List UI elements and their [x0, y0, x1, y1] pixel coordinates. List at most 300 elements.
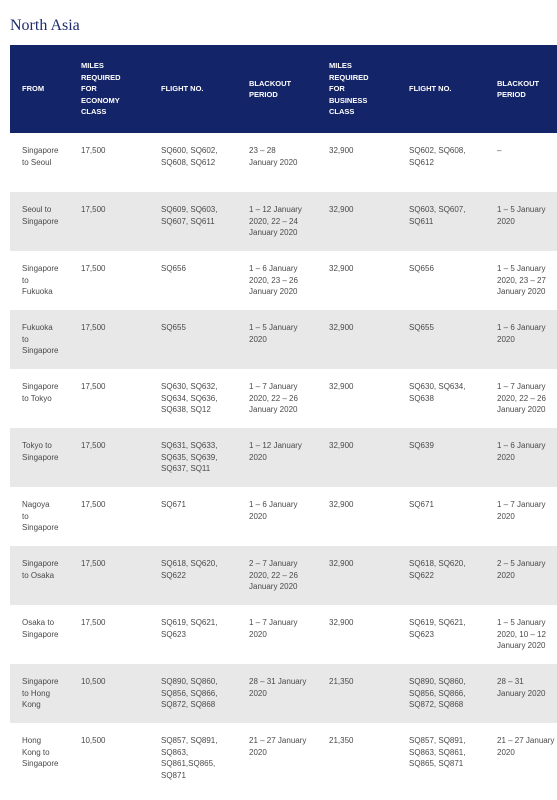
- cell-text-line: Fukuoka: [22, 287, 53, 297]
- cell-text-line: Singapore: [22, 559, 59, 568]
- cell-text-line: Singapore: [22, 759, 59, 769]
- column-header-economy-blackout-period: [238, 45, 318, 133]
- cell-economy-flight-no: [150, 192, 238, 251]
- cell-text-line: 1 – 7 January: [249, 382, 298, 391]
- cell-text-line: Singapore: [22, 346, 59, 356]
- cell-text-line: 32,900: [329, 146, 354, 155]
- cell-business-flight-no: [398, 546, 486, 605]
- cell-text-line: January 2020: [497, 405, 546, 415]
- cell-economy-miles: [70, 664, 150, 723]
- cell-text-line: SQ630, SQ634,: [409, 382, 466, 391]
- cell-text-line: 1 – 6 January: [497, 441, 546, 450]
- cell-content: [329, 369, 398, 393]
- cell-content: [249, 487, 318, 522]
- cell-text-line: 2020: [249, 629, 267, 639]
- cell-text-line: SQ618, SQ620,: [161, 559, 218, 568]
- header-text-line: FROM: [22, 84, 45, 94]
- cell-business-blackout-period: [486, 369, 557, 428]
- cell-text-line: 28 – 31 January: [249, 677, 307, 686]
- cell-text-line: 2020: [497, 747, 515, 757]
- header-text-line: CLASS: [81, 107, 107, 117]
- cell-text-line: SQ857, SQ891,: [161, 736, 218, 745]
- cell-text-line: 17,500: [81, 323, 106, 332]
- table-row: [10, 428, 557, 487]
- cell-text-line: 2 – 7 January: [249, 559, 298, 568]
- cell-content: [329, 251, 398, 275]
- cell-text-line: 2020: [249, 511, 267, 521]
- cell-text-line: Singapore: [22, 382, 59, 391]
- cell-text-line: SQ603, SQ607,: [409, 205, 466, 214]
- cell-business-flight-no: [398, 487, 486, 546]
- cell-business-flight-no: [398, 605, 486, 664]
- cell-text-line: to Tokyo: [22, 393, 52, 403]
- cell-content: [409, 369, 486, 404]
- cell-content: [329, 428, 398, 452]
- header-text-line: BLACKOUT: [249, 78, 292, 88]
- cell-economy-flight-no: [150, 133, 238, 192]
- cell-content: [409, 487, 486, 511]
- cell-text-line: 17,500: [81, 205, 106, 214]
- cell-economy-flight-no: [150, 723, 238, 785]
- cell-content: [249, 192, 318, 239]
- cell-business-miles: [318, 487, 398, 546]
- cell-text-line: 1 – 5 January: [497, 618, 546, 627]
- cell-text-line: 21,350: [329, 677, 354, 686]
- cell-content: [22, 546, 70, 581]
- cell-content: [249, 723, 318, 758]
- cell-business-blackout-period: [486, 133, 557, 192]
- header-text-line: MILES: [81, 61, 104, 71]
- cell-text-line: to: [22, 275, 29, 285]
- cell-text-line: SQ602, SQ608,: [409, 146, 466, 155]
- cell-text-line: SQ637, SQ11: [161, 464, 211, 474]
- cell-content: [497, 428, 557, 463]
- cell-content: [161, 723, 238, 782]
- cell-content: [161, 428, 238, 475]
- cell-text-line: 1 – 7 January: [497, 500, 546, 509]
- cell-text-line: 32,900: [329, 382, 354, 391]
- cell-business-miles: [318, 192, 398, 251]
- cell-content: [22, 310, 70, 357]
- cell-from: [10, 310, 70, 369]
- cell-economy-blackout-period: [238, 428, 318, 487]
- cell-text-line: January 2020: [249, 287, 298, 297]
- cell-content: [409, 723, 486, 770]
- cell-text-line: SQ635, SQ639,: [161, 452, 218, 462]
- cell-content: [161, 369, 238, 416]
- cell-text-line: 2020: [497, 570, 515, 580]
- cell-text-line: SQ872, SQ868: [161, 700, 216, 710]
- cell-text-line: January 2020: [249, 157, 298, 167]
- cell-content: [329, 664, 398, 688]
- cell-economy-miles: [70, 546, 150, 605]
- cell-text-line: Kong to: [22, 747, 50, 757]
- cell-text-line: Tokyo to: [22, 441, 52, 450]
- cell-text-line: 28 – 31: [497, 677, 524, 686]
- cell-economy-blackout-period: [238, 664, 318, 723]
- cell-business-miles: [318, 251, 398, 310]
- column-header-business-flight-no: [398, 45, 486, 133]
- cell-from: [10, 428, 70, 487]
- cell-text-line: 17,500: [81, 382, 106, 391]
- cell-content: [22, 723, 70, 770]
- cell-text-line: SQ865, SQ871: [409, 759, 464, 769]
- cell-business-blackout-period: [486, 192, 557, 251]
- cell-text-line: SQ863, SQ861,: [409, 747, 466, 757]
- cell-text-line: January 2020: [249, 582, 298, 592]
- cell-content: [409, 605, 486, 640]
- cell-text-line: SQ622: [161, 570, 186, 580]
- cell-content: [249, 546, 318, 593]
- cell-text-line: Fukuoka: [22, 323, 53, 332]
- cell-text-line: SQ856, SQ866,: [161, 688, 218, 698]
- cell-business-miles: [318, 369, 398, 428]
- cell-text-line: SQ863,: [161, 747, 189, 757]
- cell-text-line: 1 – 5 January: [249, 323, 298, 332]
- cell-economy-blackout-period: [238, 546, 318, 605]
- cell-business-blackout-period: [486, 723, 557, 785]
- cell-text-line: 10,500: [81, 677, 106, 686]
- cell-from: [10, 133, 70, 192]
- cell-text-line: Singapore: [22, 146, 59, 155]
- table-row: [10, 605, 557, 664]
- cell-text-line: 32,900: [329, 500, 354, 509]
- cell-content: [22, 664, 70, 711]
- cell-economy-flight-no: [150, 369, 238, 428]
- cell-content: [81, 310, 150, 334]
- cell-text-line: SQ608, SQ612: [161, 157, 216, 167]
- header-text-line: REQUIRED: [329, 72, 369, 82]
- cell-content: [249, 605, 318, 640]
- table-header: [10, 45, 557, 133]
- cell-content: [497, 605, 557, 652]
- cell-economy-blackout-period: [238, 310, 318, 369]
- cell-content: [329, 192, 398, 216]
- cell-content: [329, 310, 398, 334]
- cell-from: [10, 605, 70, 664]
- cell-text-line: Kong: [22, 700, 41, 710]
- cell-text-line: SQ607, SQ611: [161, 216, 215, 226]
- cell-economy-blackout-period: [238, 369, 318, 428]
- cell-text-line: 1 – 5 January: [497, 264, 546, 273]
- cell-text-line: to Hong: [22, 688, 51, 698]
- cell-text-line: –: [497, 146, 502, 155]
- header-text-line: PERIOD: [497, 90, 526, 99]
- cell-economy-blackout-period: [238, 605, 318, 664]
- cell-text-line: SQ623: [409, 629, 434, 639]
- table-row: [10, 546, 557, 605]
- cell-content: [497, 192, 557, 227]
- cell-text-line: Singapore: [22, 452, 59, 462]
- table-row: [10, 487, 557, 546]
- cell-content: [22, 369, 70, 404]
- cell-text-line: Singapore: [22, 216, 59, 226]
- cell-economy-miles: [70, 428, 150, 487]
- cell-content: [497, 546, 557, 581]
- cell-text-line: 17,500: [81, 146, 106, 155]
- cell-text-line: SQ856, SQ866,: [409, 688, 466, 698]
- cell-text-line: 2020: [497, 511, 515, 521]
- cell-economy-miles: [70, 251, 150, 310]
- cell-text-line: SQ619, SQ621,: [409, 618, 466, 627]
- cell-text-line: Nagoya: [22, 500, 50, 509]
- cell-text-line: SQ612: [409, 157, 434, 167]
- cell-text-line: to: [22, 511, 29, 521]
- cell-economy-flight-no: [150, 546, 238, 605]
- cell-economy-miles: [70, 487, 150, 546]
- cell-text-line: SQ861,SQ865,: [161, 759, 216, 769]
- cell-content: [329, 546, 398, 570]
- header-text-line: MILES: [329, 61, 352, 71]
- cell-economy-flight-no: [150, 664, 238, 723]
- cell-text-line: 21 – 27 January: [249, 736, 307, 745]
- cell-text-line: January 2020: [497, 688, 546, 698]
- header-text-line: REQUIRED: [81, 72, 121, 82]
- cell-text-line: SQ634, SQ636,: [161, 393, 218, 403]
- cell-text-line: SQ609, SQ603,: [161, 205, 218, 214]
- cell-text-line: 2020: [249, 452, 267, 462]
- cell-content: [161, 133, 238, 168]
- cell-text-line: 1 – 6 January: [249, 264, 298, 273]
- cell-text-line: 2020, 22 – 26: [497, 393, 546, 403]
- cell-content: [22, 192, 70, 227]
- cell-text-line: January 2020: [497, 287, 546, 297]
- cell-content: [497, 664, 557, 699]
- cell-text-line: 2020: [497, 334, 515, 344]
- cell-economy-flight-no: [150, 310, 238, 369]
- cell-business-flight-no: [398, 251, 486, 310]
- cell-text-line: 1 – 6 January: [497, 323, 546, 332]
- header-text-line: ECONOMY: [81, 95, 120, 105]
- cell-content: [22, 428, 70, 463]
- cell-text-line: 17,500: [81, 441, 106, 450]
- cell-text-line: 17,500: [81, 618, 106, 627]
- cell-text-line: 2020, 22 – 26: [249, 393, 298, 403]
- cell-text-line: Singapore: [22, 523, 59, 533]
- cell-content: [409, 310, 486, 334]
- cell-text-line: 10,500: [81, 736, 106, 745]
- cell-text-line: 1 – 12 January: [249, 205, 302, 214]
- cell-business-flight-no: [398, 723, 486, 785]
- cell-business-blackout-period: [486, 487, 557, 546]
- cell-content: [329, 723, 398, 747]
- cell-text-line: SQ622: [409, 570, 434, 580]
- cell-economy-blackout-period: [238, 723, 318, 785]
- table-row: [10, 192, 557, 251]
- cell-text-line: SQ671: [161, 500, 186, 509]
- cell-text-line: SQ890, SQ860,: [409, 677, 466, 686]
- cell-economy-miles: [70, 310, 150, 369]
- header-row: [10, 45, 557, 133]
- cell-text-line: SQ611: [409, 216, 434, 226]
- column-header-business-miles: [318, 45, 398, 133]
- cell-business-blackout-period: [486, 546, 557, 605]
- cell-from: [10, 664, 70, 723]
- cell-text-line: Singapore: [22, 629, 59, 639]
- cell-content: [409, 192, 486, 227]
- cell-text-line: 1 – 6 January: [249, 500, 298, 509]
- cell-text-line: SQ871: [161, 771, 186, 781]
- cell-content: [161, 487, 238, 511]
- cell-content: [81, 605, 150, 629]
- cell-content: [409, 251, 486, 275]
- cell-content: [497, 133, 557, 157]
- cell-text-line: 32,900: [329, 264, 354, 273]
- header-text-line: BUSINESS: [329, 95, 368, 105]
- cell-text-line: SQ857, SQ891,: [409, 736, 466, 745]
- cell-content: [249, 310, 318, 345]
- cell-business-blackout-period: [486, 605, 557, 664]
- header-text-line: PERIOD: [249, 90, 278, 99]
- cell-text-line: 32,900: [329, 323, 354, 332]
- cell-text-line: 17,500: [81, 559, 106, 568]
- cell-text-line: 2020: [497, 216, 515, 226]
- cell-text-line: to: [22, 334, 29, 344]
- cell-text-line: 2 – 5 January: [497, 559, 546, 568]
- cell-text-line: 2020, 10 – 12: [497, 629, 546, 639]
- cell-business-flight-no: [398, 310, 486, 369]
- cell-content: [81, 251, 150, 275]
- cell-business-flight-no: [398, 369, 486, 428]
- table-row: [10, 133, 557, 192]
- cell-content: [81, 546, 150, 570]
- cell-text-line: SQ623: [161, 629, 186, 639]
- cell-content: [249, 133, 318, 168]
- cell-economy-miles: [70, 369, 150, 428]
- table-row: [10, 723, 557, 785]
- cell-text-line: SQ872, SQ868: [409, 700, 464, 710]
- cell-text-line: 2020: [497, 452, 515, 462]
- cell-text-line: 2020, 22 – 26: [249, 570, 298, 580]
- cell-text-line: 21 – 27 January: [497, 736, 555, 745]
- cell-content: [161, 310, 238, 334]
- cell-content: [409, 546, 486, 581]
- cell-text-line: SQ638: [409, 393, 434, 403]
- cell-text-line: 32,900: [329, 441, 354, 450]
- cell-business-miles: [318, 310, 398, 369]
- cell-economy-flight-no: [150, 487, 238, 546]
- column-header-business-blackout-period: [486, 45, 557, 133]
- cell-business-blackout-period: [486, 428, 557, 487]
- cell-text-line: SQ655: [161, 323, 186, 332]
- cell-text-line: 17,500: [81, 500, 106, 509]
- cell-text-line: SQ655: [409, 323, 434, 332]
- cell-content: [249, 664, 318, 699]
- cell-text-line: January 2020: [249, 405, 298, 415]
- cell-business-flight-no: [398, 192, 486, 251]
- cell-content: [81, 133, 150, 157]
- header-text-line: FLIGHT NO.: [161, 84, 204, 94]
- cell-content: [161, 251, 238, 275]
- cell-text-line: 1 – 7 January: [249, 618, 298, 627]
- cell-business-miles: [318, 664, 398, 723]
- header-text-line: BLACKOUT: [497, 78, 540, 88]
- cell-business-blackout-period: [486, 251, 557, 310]
- cell-business-flight-no: [398, 133, 486, 192]
- cell-economy-blackout-period: [238, 487, 318, 546]
- cell-content: [81, 723, 150, 747]
- cell-text-line: January 2020: [497, 641, 546, 651]
- cell-text-line: Hong: [22, 736, 42, 745]
- cell-text-line: 32,900: [329, 618, 354, 627]
- cell-content: [22, 251, 70, 298]
- cell-text-line: 23 – 28: [249, 146, 276, 155]
- header-text-line: FLIGHT NO.: [409, 84, 452, 94]
- cell-business-flight-no: [398, 664, 486, 723]
- cell-text-line: SQ631, SQ633,: [161, 441, 218, 450]
- cell-text-line: Osaka to: [22, 618, 55, 627]
- cell-text-line: 21,350: [329, 736, 354, 745]
- cell-economy-flight-no: [150, 605, 238, 664]
- north-asia-award-table: [10, 45, 557, 785]
- cell-text-line: 32,900: [329, 205, 354, 214]
- cell-content: [161, 546, 238, 581]
- cell-text-line: 2020: [249, 747, 267, 757]
- cell-content: [81, 428, 150, 452]
- cell-economy-blackout-period: [238, 251, 318, 310]
- column-header-economy-flight-no: [150, 45, 238, 133]
- cell-text-line: Seoul to: [22, 205, 52, 214]
- cell-content: [249, 251, 318, 298]
- cell-text-line: 2020: [249, 334, 267, 344]
- cell-content: [22, 605, 70, 640]
- cell-business-miles: [318, 133, 398, 192]
- cell-text-line: Singapore: [22, 264, 59, 273]
- cell-text-line: 2020, 22 – 24: [249, 216, 298, 226]
- cell-content: [81, 192, 150, 216]
- cell-text-line: SQ639: [409, 441, 434, 450]
- cell-content: [497, 723, 557, 758]
- cell-business-blackout-period: [486, 310, 557, 369]
- column-header-economy-miles: [70, 45, 150, 133]
- cell-business-miles: [318, 428, 398, 487]
- cell-text-line: 1 – 7 January: [497, 382, 546, 391]
- cell-business-miles: [318, 546, 398, 605]
- section-title: North Asia: [10, 17, 80, 34]
- cell-text-line: Singapore: [22, 677, 59, 686]
- cell-economy-blackout-period: [238, 192, 318, 251]
- cell-content: [497, 487, 557, 522]
- cell-economy-miles: [70, 723, 150, 785]
- table-body: [10, 133, 557, 785]
- cell-business-flight-no: [398, 428, 486, 487]
- cell-text-line: 2020, 23 – 26: [249, 275, 298, 285]
- cell-from: [10, 369, 70, 428]
- cell-text-line: 17,500: [81, 264, 106, 273]
- cell-content: [409, 133, 486, 168]
- cell-economy-miles: [70, 133, 150, 192]
- cell-text-line: 1 – 12 January: [249, 441, 302, 450]
- cell-business-miles: [318, 605, 398, 664]
- cell-text-line: to Osaka: [22, 570, 55, 580]
- cell-from: [10, 487, 70, 546]
- cell-text-line: SQ671: [409, 500, 434, 509]
- cell-content: [81, 664, 150, 688]
- cell-business-miles: [318, 723, 398, 785]
- cell-text-line: January 2020: [249, 228, 298, 238]
- cell-from: [10, 546, 70, 605]
- table-row: [10, 310, 557, 369]
- cell-content: [161, 192, 238, 227]
- cell-content: [161, 605, 238, 640]
- cell-content: [409, 664, 486, 711]
- cell-economy-blackout-period: [238, 133, 318, 192]
- cell-content: [497, 310, 557, 345]
- column-header-from: [10, 45, 70, 133]
- table-row: [10, 664, 557, 723]
- cell-text-line: SQ656: [161, 264, 186, 273]
- cell-content: [81, 487, 150, 511]
